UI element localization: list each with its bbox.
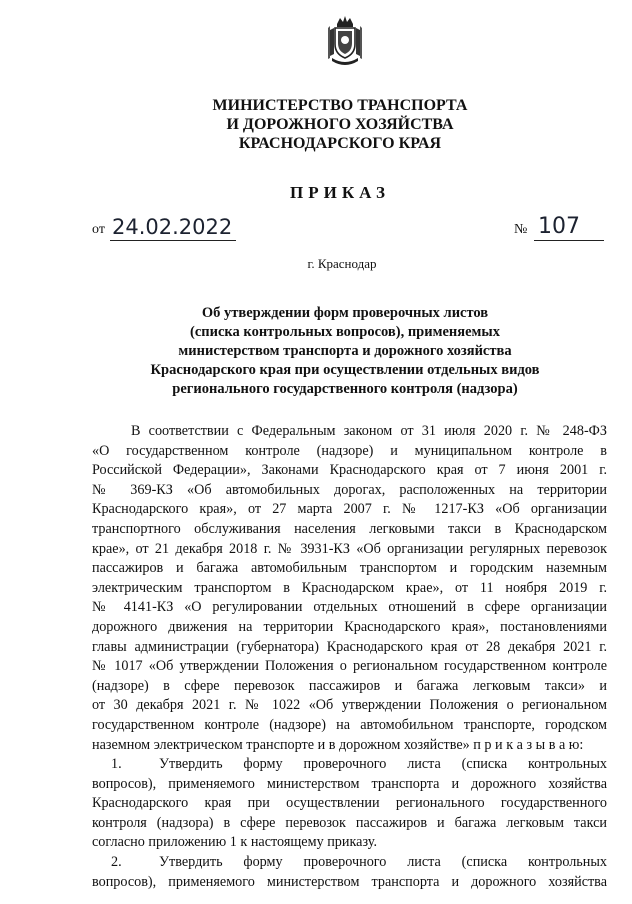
body-line: наземном электрическом транспорте и в дорожном хозяйстве» п р и к а з ы в а ю: [92,736,584,753]
body-line: Российской Федерации», Законами Краснодарского края от 7 июня 2001 г. [92,462,607,479]
date-number-row [0,214,632,244]
list-item-1-first-line [92,755,607,775]
body-line: дорожного движения на территории Краснодарского края», постановлениями [92,618,607,635]
body-line: (надзоре) в сфере перевозок пассажиров и багажа легковым такси» и [92,677,607,694]
body-line: транспортного обслуживания населения легковыми такси в Краснодарском [92,520,607,537]
list-item-number: 2. [111,854,122,871]
body-line: Краснодарского края при осуществлении регионального государственного [92,795,607,812]
list-item-number: 1. [111,756,122,773]
ministry-line: МИНИСТЕРСТВО ТРАНСПОРТА [212,97,468,114]
body-line: контроля (надзора) в сфере перевозок пассажиров и багажа легковым такси [92,814,607,831]
body-line: крае», от 21 декабря 2018 г. № 3931-КЗ «Об организации регулярных перевозок [92,540,607,557]
body-line: электрическим транспортом в Краснодарском крае», от 11 ноября 2019 г. [92,579,607,596]
subject-line: (списка контрольных вопросов), применяемых [189,324,500,340]
ministry-line: И ДОРОЖНОГО ХОЗЯЙСТВА [226,116,454,133]
body-line: № 369-КЗ «Об автомобильных дорогах, расположенных на территории [92,481,607,498]
city: г. Краснодар [307,256,377,271]
body-text [92,422,607,892]
body-line: от 30 декабря 2021 г. № 1022 «Об утверждении Положения о региональном [92,697,607,714]
document-type-title: ПРИКАЗ [290,183,390,202]
coat-of-arms-icon [326,14,364,66]
body-line: главы администрации (губернатора) Краснодарского края от 28 декабря 2021 г. [92,638,607,655]
body-line: В соответствии с Федеральным законом от 31 июля 2020 г. № 248-ФЗ [131,423,607,439]
subject-line: Краснодарского края при осуществлении отдельных видов [150,362,540,378]
body-line: вопросов), применяемого министерством транспорта и дорожного хозяйства [92,775,607,792]
body-line: согласно приложению 1 к настоящему приказу. [92,834,377,851]
list-item-text: Утвердить форму проверочного листа (списка контрольных [159,756,607,773]
ministry-line: КРАСНОДАРСКОГО КРАЯ [238,135,442,152]
number-prefix: № [514,222,528,237]
list-item-2-first-line [92,853,607,873]
handwritten-date: 24.02.2022 [110,214,236,241]
body-line: № 1017 «Об утверждении Положения о региональном государственном контроле [92,658,607,675]
date-prefix: от [92,222,105,237]
subject-line: Об утверждении форм проверочных листов [201,305,489,321]
body-line: государственном контроле (надзоре) на автомобильном транспорте, городском [92,716,607,733]
handwritten-number: 107 [534,214,604,241]
order-subject [120,304,570,399]
body-line: № 4141-КЗ «О регулировании отдельных отношений в сфере организации [92,599,607,616]
body-line: «О государственном контроле (надзоре) и муниципальном контроле в [92,442,607,459]
subject-line: регионального государственного контроля (надзора) [172,381,518,397]
body-line: Краснодарского края», от 27 марта 2007 г. № 1217-КЗ «Об организации [92,501,607,518]
ministry-name [160,96,520,153]
subject-line: министерством транспорта и дорожного хозяйства [178,343,512,359]
list-item-text: Утвердить форму проверочного листа (списка контрольных [159,854,607,871]
body-line: вопросов), применяемого министерством транспорта и дорожного хозяйства [92,873,607,890]
body-line: пассажиров и багажа автомобильным транспортом и городским наземным [92,560,607,577]
